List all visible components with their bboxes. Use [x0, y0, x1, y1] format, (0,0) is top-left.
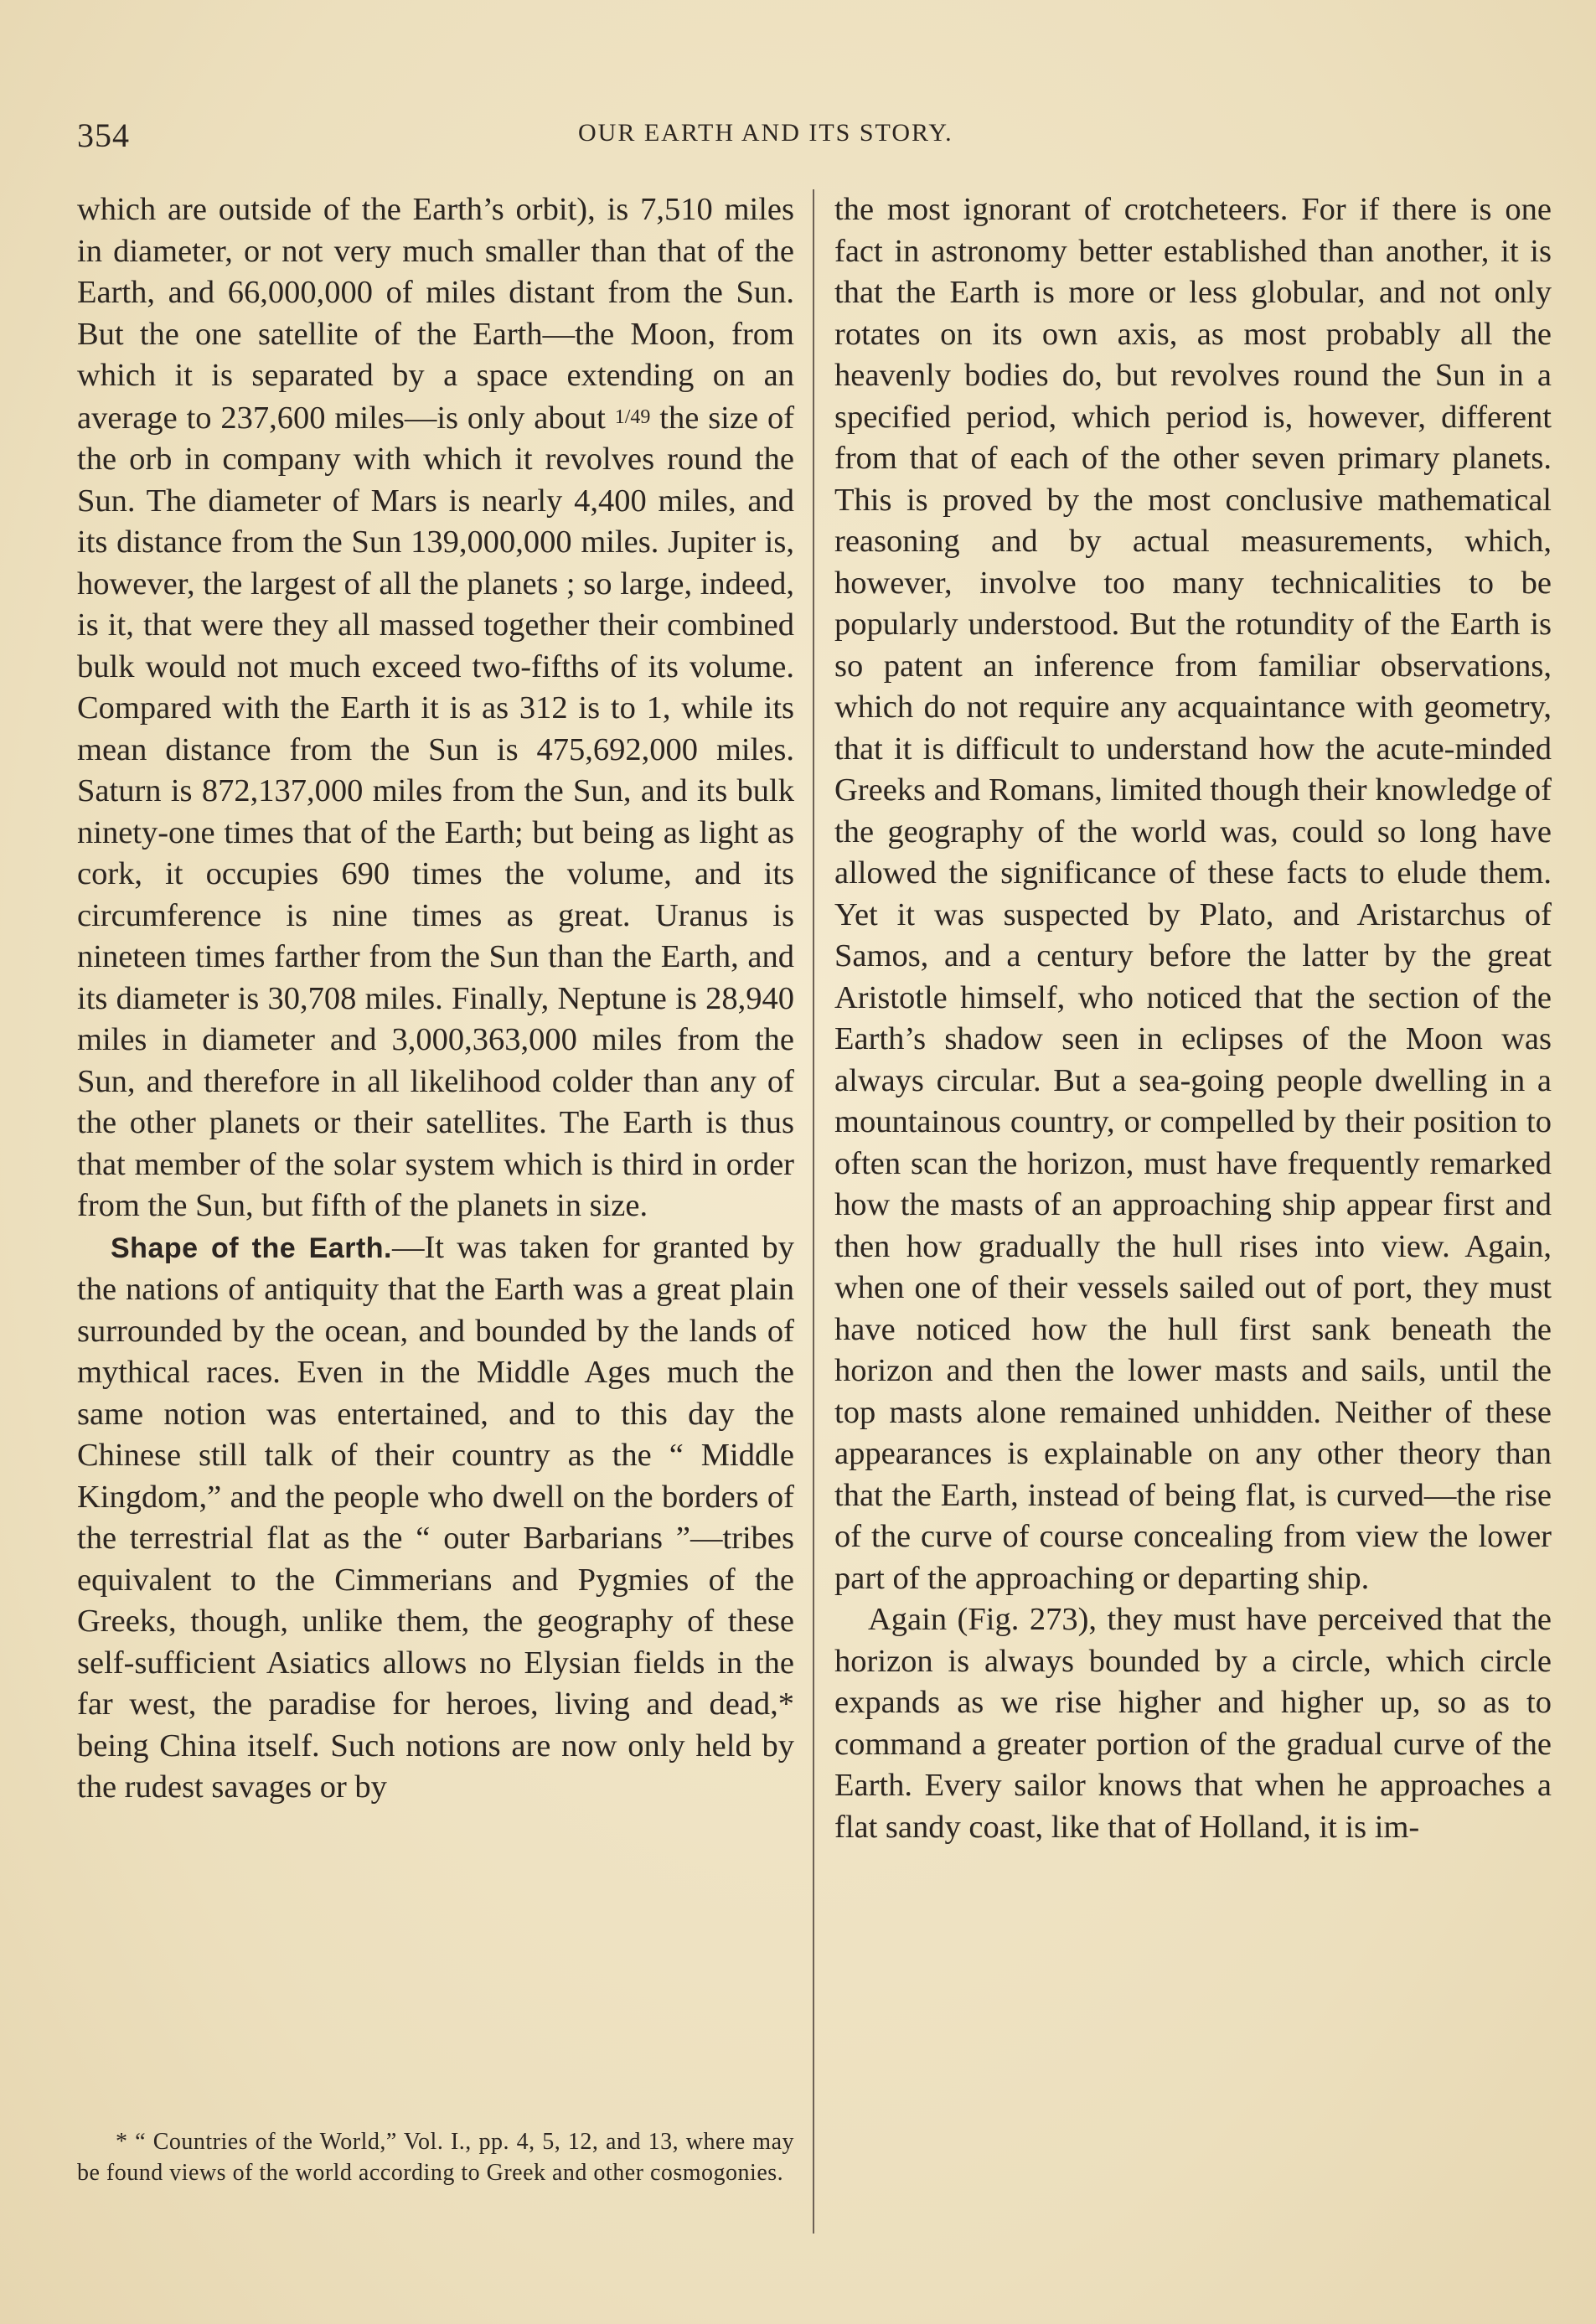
paragraph [77, 1227, 794, 1809]
right-column [834, 189, 1552, 1848]
paragraph-text: —It was taken for granted by the nations of antiquity that the Earth was a great plain surrounded by the ocean, and bounded by the lands of mythical races. Even in the Middle Ages much the same notion was entertained, and to this day the Chinese still talk of their country as the “ Middle Kingdom,” and the people who dwell on the borders of the terrestrial flat as the “ outer Barbarians ”—tribes equivalent to the Cimmerians and Pygmies of the Greeks, though, unlike them, the geography of these self-sufficient Asiatics allows no Elysian fields in the far west, the paradise for heroes, living and dead,* being China itself. Such notions are now only held by the rudest savages or by [77, 1229, 794, 1805]
footnote [77, 2126, 794, 2188]
footnote-mark: * [116, 2129, 128, 2155]
footnote-text: “ Countries of the World,” Vol. I., pp. 4, 5, 12, and 13, where may be found views of the world according to Greek and other cosmogonies. [77, 2129, 795, 2186]
fraction: 1/49 [614, 405, 651, 428]
paragraph [77, 189, 794, 1227]
section-heading: Shape of the Earth. [111, 1232, 392, 1264]
paragraph-text: the size of the orb in company with which it revolves round the Sun. The diameter of Mars is nearly 4,400 miles, and its distance from the Sun 139,000,000 miles. Jupiter is, however, the largest of all the planets ; so large, indeed, is it, that were they all massed together their combined bulk would not much exceed two-fifths of its volume. Compared with the Earth it is as 312 is to 1, while its mean distance from the Sun is 475,692,000 miles. Saturn is 872,137,000 miles from the Sun, and its bulk ninety-one times that of the Earth; but being as light as cork, it occupies 690 times the volume, and its circumference is nine times as great. Uranus is nineteen times farther from the Sun than the Earth, and its diameter is 30,708 miles. Finally, Neptune is 28,940 miles in diameter and 3,000,363,000 miles from the Sun, and therefore in all likelihood colder than any of the other planets or their satellites. The Earth is thus that member of the solar system which is third in order from the Sun, but fifth of the planets in size. [77, 400, 795, 1223]
page-header [77, 116, 1552, 158]
paragraph-text: which are outside of the Earth’s orbit), is 7,510 miles in diameter, or not very much smaller than that of the Earth, and 66,000,000 of miles distant from the Sun. But the one satellite of the Earth—the Moon, from which it is separated by a space extending on an average to 237,600 miles—is only about [77, 192, 794, 436]
running-title: OUR EARTH AND ITS STORY. [578, 119, 953, 147]
paragraph: Again (Fig. 273), they must have perceived that the horizon is always bounded by a circle, which circle expands as we rise higher and higher up, so as to command a greater portion of the gradual curve of the Earth. Every sailor knows that when he approaches a flat sandy coast, like that of Holland, it is im- [834, 1602, 1552, 1845]
page-number: 354 [77, 116, 130, 154]
left-column [77, 189, 794, 1809]
paragraph: the most ignorant of crotcheteers. For if there is one fact in astronomy better established than another, it is that the Earth is more or less globular, and not only rotates on its own axis, as most probably all the heavenly bodies do, but revolves round the Sun in a specified period, which period is, however, different from that of each of the other seven primary planets. This is proved by the most conclusive mathematical reasoning and by actual measurements, which, however, involve too many technicalities to be popularly understood. But the rotundity of the Earth is so patent an inference from familiar observations, which do not require any acquaintance with geometry, that it is difficult to understand how the acute-minded Greeks and Romans, limited though their knowledge of the geography of the world was, could so long have allowed the significance of these facts to elude them. Yet it was suspected by Plato, and Aristarchus of Samos, and a century before the latter by the great Aristotle himself, who noticed that the section of the Earth’s shadow seen in eclipses of the Moon was always circular. But a sea-going people dwelling in a mountainous country, or compelled by their position to often scan the horizon, must have frequently remarked how the masts of an approaching ship appear first and then how gradually the hull rises into view. Again, when one of their vessels sailed out of port, they must have noticed how the hull first sank beneath the horizon and then the lower masts and sails, until the top masts alone remained unhidden. Neither of these appearances is explainable on any other theory than that the Earth, instead of being flat, is curved—the rise of the curve of course concealing from view the lower part of the approaching or departing ship. [834, 192, 1552, 1596]
column-divider [813, 189, 814, 2234]
